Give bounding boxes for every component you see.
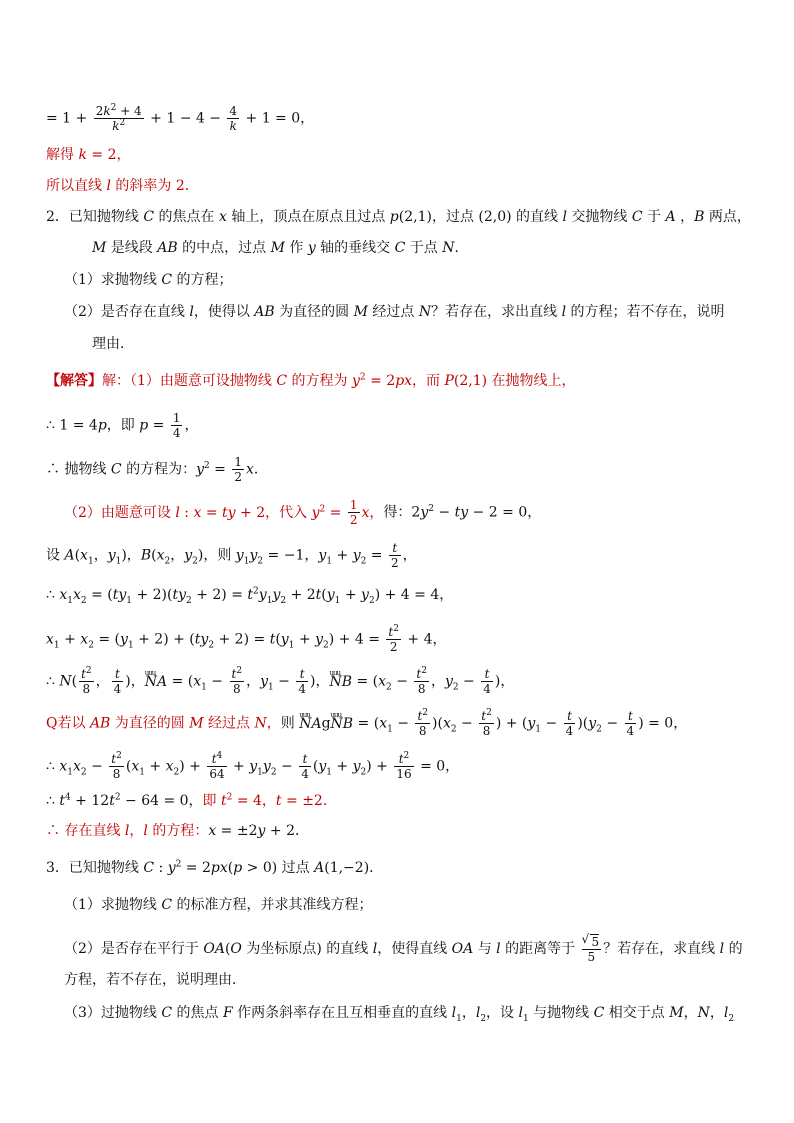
- answer-5: 设 $A(x_1$，$y_1$)，$B(x_2$，$y_2$)，则 $y_1y_2 = -1$，$y_1 + y_2$ = $\frac{t}{2}$ ，: [46, 541, 417, 570]
- question-2-part-2-b: 理由．: [92, 336, 134, 352]
- slope-conclusion: 所以直线 l 的斜率为 2．: [46, 178, 199, 194]
- question-3-part-1: （1）求抛物线 C 的标准方程，并求其准线方程；: [64, 897, 373, 913]
- equation-top: = 1 + $\frac{2k^2 + 4}{k^2}$ + 1 − 4 − $\frac{4}{k}$ + 1 = 0，: [46, 103, 315, 133]
- answer-6: ∴ $x_1x_2 = (ty_1 + 2)(ty_2 + 2) = t^2y_1y_2 + 2t(y_1 + y_2) + 4 = 4$，: [46, 586, 454, 606]
- answer-7: $x_1 + x_2 = (y_1 + 2) + (ty_2 + 2) = t(y_1 + y_2) + 4$ = $\frac{t^2}{2}$ + 4，: [46, 624, 447, 654]
- answer-10: ∴ $x_1x_2$ − $\frac{t^2}{8}$ $(x_1 + x_2)$ + $\frac{t^4}{64}$ + $y_1y_2$ − $\frac{t}{4}$ $(y_1 + y_2)$ + $\frac{t^2}{16}$ = 0，: [46, 751, 460, 781]
- answer-2: ∴ 1 = 4p，即 p = $\frac{1}{4}$ ，: [46, 411, 199, 440]
- question-2-stem-a: 2．已知抛物线 C 的焦点在 x 轴上，顶点在原点且过点 p(2,1)，过点 (2,0) 的直线 l 交抛物线 C 于 A ，B 两点，: [46, 209, 751, 225]
- question-2-part-2-a: （2）是否存在直线 l，使得以 AB 为直径的圆 M 经过点 N？若存在，求出直线 l 的方程；若不存在，说明: [64, 304, 725, 320]
- answer-1: 【解答】解：（1）由题意可设抛物线 C 的方程为 $y^2 = 2px$，而 P(2,1) 在抛物线上，: [46, 372, 576, 389]
- answer-8: ∴ N( $\frac{t^2}{8}$ ， $\frac{t}{4}$ )，uuu NA = ($x_1$ − $\frac{t^2}{8}$ ，$y_1$ − $\frac{t}{4}$ )，uuu NB = ($x_2$ − $\frac{t^2}{8}$ ，$y_2$ − $\frac{t}{4}$ )，: [46, 667, 514, 696]
- answer-4: （2）由题意可设 l : x = ty + 2，代入 $y^2$ = $\frac{1}{2}$ x，得：$2y^2$ − ty − 2 = 0，: [64, 498, 542, 527]
- question-3-part-2-a: （2）是否存在平行于 OA(O 为坐标原点) 的直线 l，使得直线 OA 与 l 的距离等于 √ $\frac{5}{5}$ ？若存在，求直线 l 的: [64, 934, 743, 964]
- answer-3: ∴ 抛物线 C 的方程为：$y^2$ = $\frac{1}{2}$ x．: [46, 455, 268, 484]
- question-3-part-3: （3）过抛物线 C 的焦点 F 作两条斜率存在且互相垂直的直线 $l_1$，$l_2$，设 $l_1$ 与抛物线 C 相交于点 M，N，$l_2$: [64, 1005, 735, 1024]
- answer-9: Q若以 AB 为直径的圆 M 经过点 N，则 uuu NAguuu NB = ($x_1$ − $\frac{t^2}{8}$ )($x_2$ − $\frac{t^2}{8}$ ) + ($y_1$ − $\frac{t}{4}$ )($y_2$ − $\frac{t}{4}$ ) = 0，: [46, 709, 687, 738]
- answer-11: ∴ $t^4 + 12t^2 - 64 = 0$，即 $t^2 = 4$，t = ±2．: [46, 792, 337, 809]
- answer-12: ∴ 存在直线 l，l 的方程：x = ±2y + 2．: [46, 823, 309, 839]
- solve-k: 解得 k = 2，: [46, 147, 131, 163]
- question-2-stem-b: M 是线段 AB 的中点，过点 M 作 y 轴的垂线交 C 于点 N．: [92, 240, 469, 256]
- question-2-part-1: （1）求抛物线 C 的方程；: [64, 272, 233, 288]
- answer-label: 【解答】: [46, 373, 102, 389]
- question-3-part-2-b: 方程，若不存在，说明理由．: [64, 972, 246, 988]
- question-3-stem: 3．已知抛物线 C : $y^2 = 2px(p > 0)$ 过点 A(1,−2)．: [46, 859, 384, 876]
